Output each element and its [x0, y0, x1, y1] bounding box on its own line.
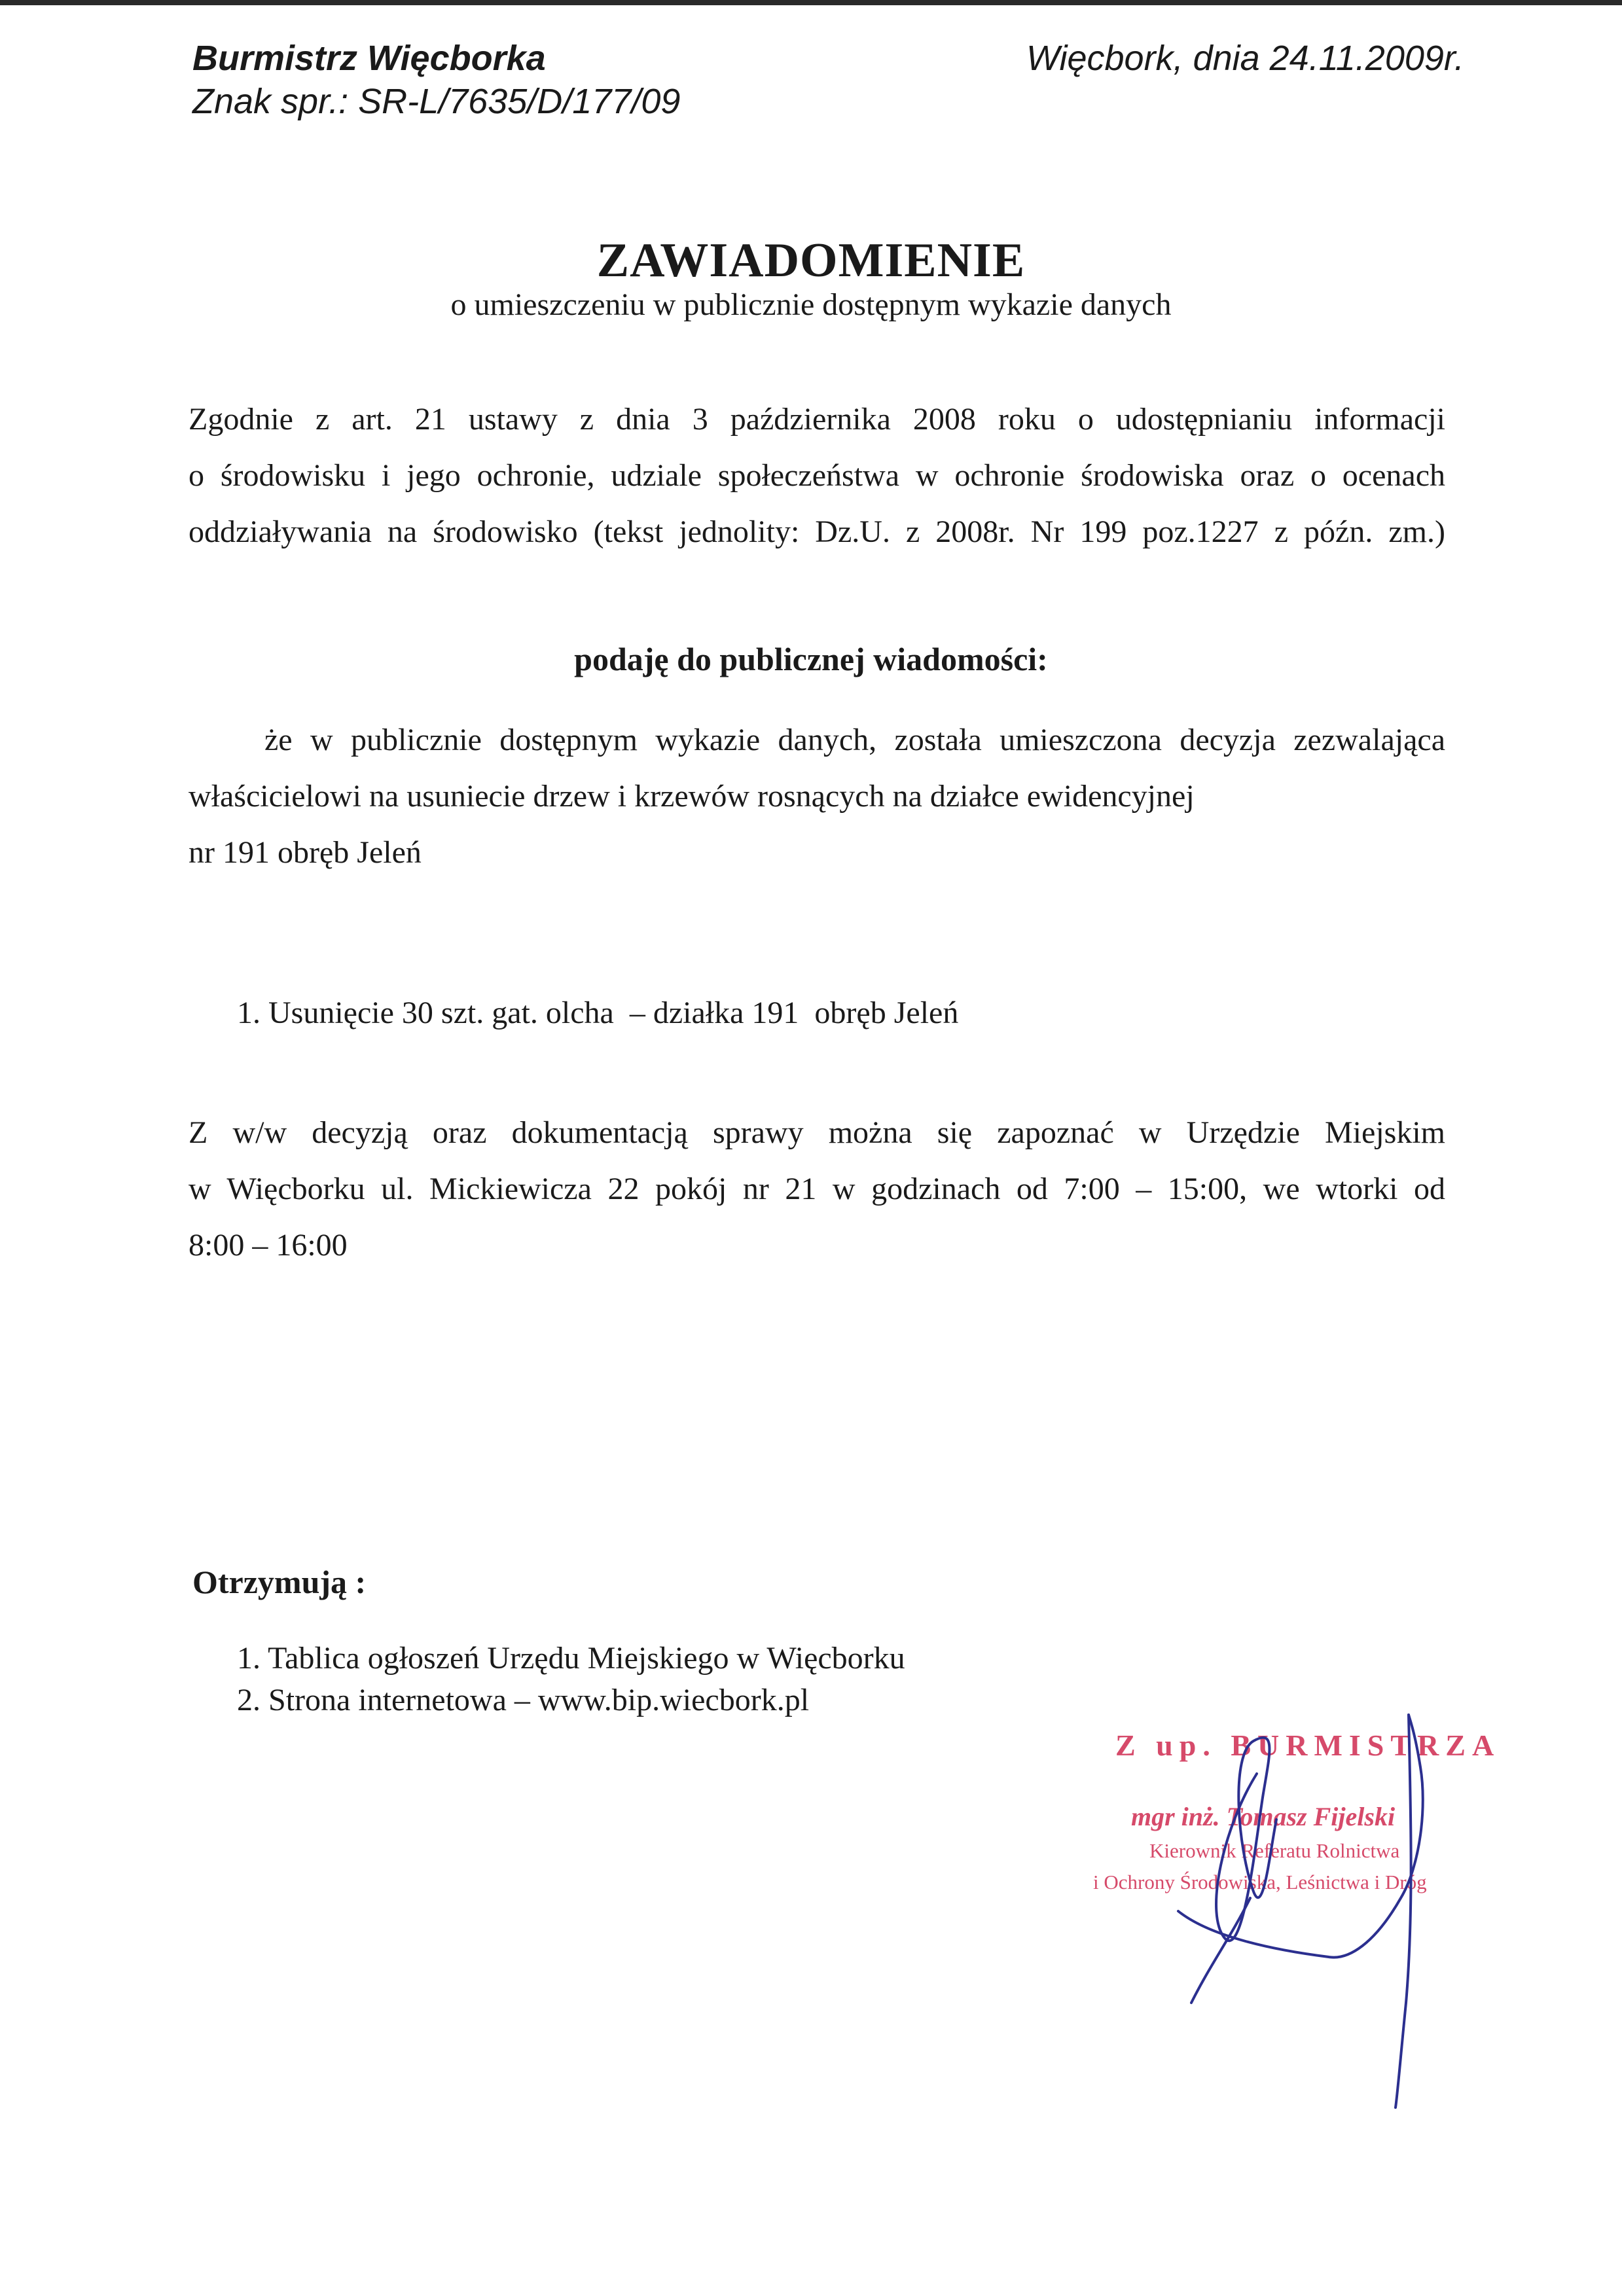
- stamp-department-line: i Ochrony Środowiska, Leśnictwa i Dróg: [1093, 1871, 1427, 1893]
- document-date: Więcbork, dnia 24.11.2009r.: [1026, 39, 1464, 78]
- paragraph-line: Zgodnie z art. 21 ustawy z dnia 3 października 2008 roku o udostępnianiu informacji: [189, 402, 1445, 437]
- declaration-heading: podaję do publicznej wiadomości:: [574, 641, 1048, 677]
- reference-number: Znak spr.: SR-L/7635/D/177/09: [192, 82, 681, 121]
- recipient-item: 2. Strona internetowa – www.bip.wiecbork.pl: [237, 1683, 810, 1717]
- stamp-name-line: mgr inż. Tomasz Fijelski: [1131, 1802, 1396, 1831]
- stamp-position-line: Kierownik Referatu Rolnictwa: [1149, 1839, 1400, 1862]
- paragraph-line: że w publicznie dostępnym wykazie danych, została umieszczona decyzja zezwalająca: [264, 723, 1445, 757]
- paragraph-line: o środowisku i jego ochronie, udziale społeczeństwa w ochronie środowiska oraz o ocenach: [189, 458, 1445, 493]
- handwritten-signature: [1113, 1636, 1505, 2127]
- recipients-heading: Otrzymują :: [192, 1564, 367, 1600]
- recipients-list: [237, 1638, 905, 1721]
- issuing-authority: Burmistrz Więcborka: [192, 39, 546, 78]
- paragraph-line: oddziaływania na środowisko (tekst jednolity: Dz.U. z 2008r. Nr 199 poz.1227 z późn. zm.): [189, 514, 1445, 549]
- paragraph-line: w Więcborku ul. Mickiewicza 22 pokój nr 21 w godzinach od 7:00 – 15:00, we wtorki od: [189, 1172, 1445, 1206]
- decision-paragraph: [189, 712, 1445, 881]
- paragraph-line: Z w/w decyzją oraz dokumentacją sprawy można się zapoznać w Urzędzie Miejskim: [189, 1115, 1445, 1150]
- decision-item: 1. Usunięcie 30 szt. gat. olcha – działka 191 obręb Jeleń: [237, 996, 959, 1030]
- document-title: ZAWIADOMIENIE: [596, 234, 1026, 287]
- legal-basis-paragraph: [189, 391, 1445, 560]
- paragraph-line: nr 191 obręb Jeleń: [189, 835, 422, 870]
- stamp-authority-line: Z up. BURMISTRZA: [1115, 1729, 1501, 1762]
- paragraph-line: właścicielowi na usuniecie drzew i krzewów rosnących na działce ewidencyjnej: [189, 779, 1195, 814]
- scan-edge: [0, 0, 1622, 5]
- recipient-item: 1. Tablica ogłoszeń Urzędu Miejskiego w Więcborku: [237, 1641, 905, 1676]
- paragraph-line: 8:00 – 16:00: [189, 1228, 348, 1263]
- inspection-paragraph: [189, 1105, 1445, 1274]
- document-subtitle: o umieszczeniu w publicznie dostępnym wykazie danych: [450, 287, 1172, 322]
